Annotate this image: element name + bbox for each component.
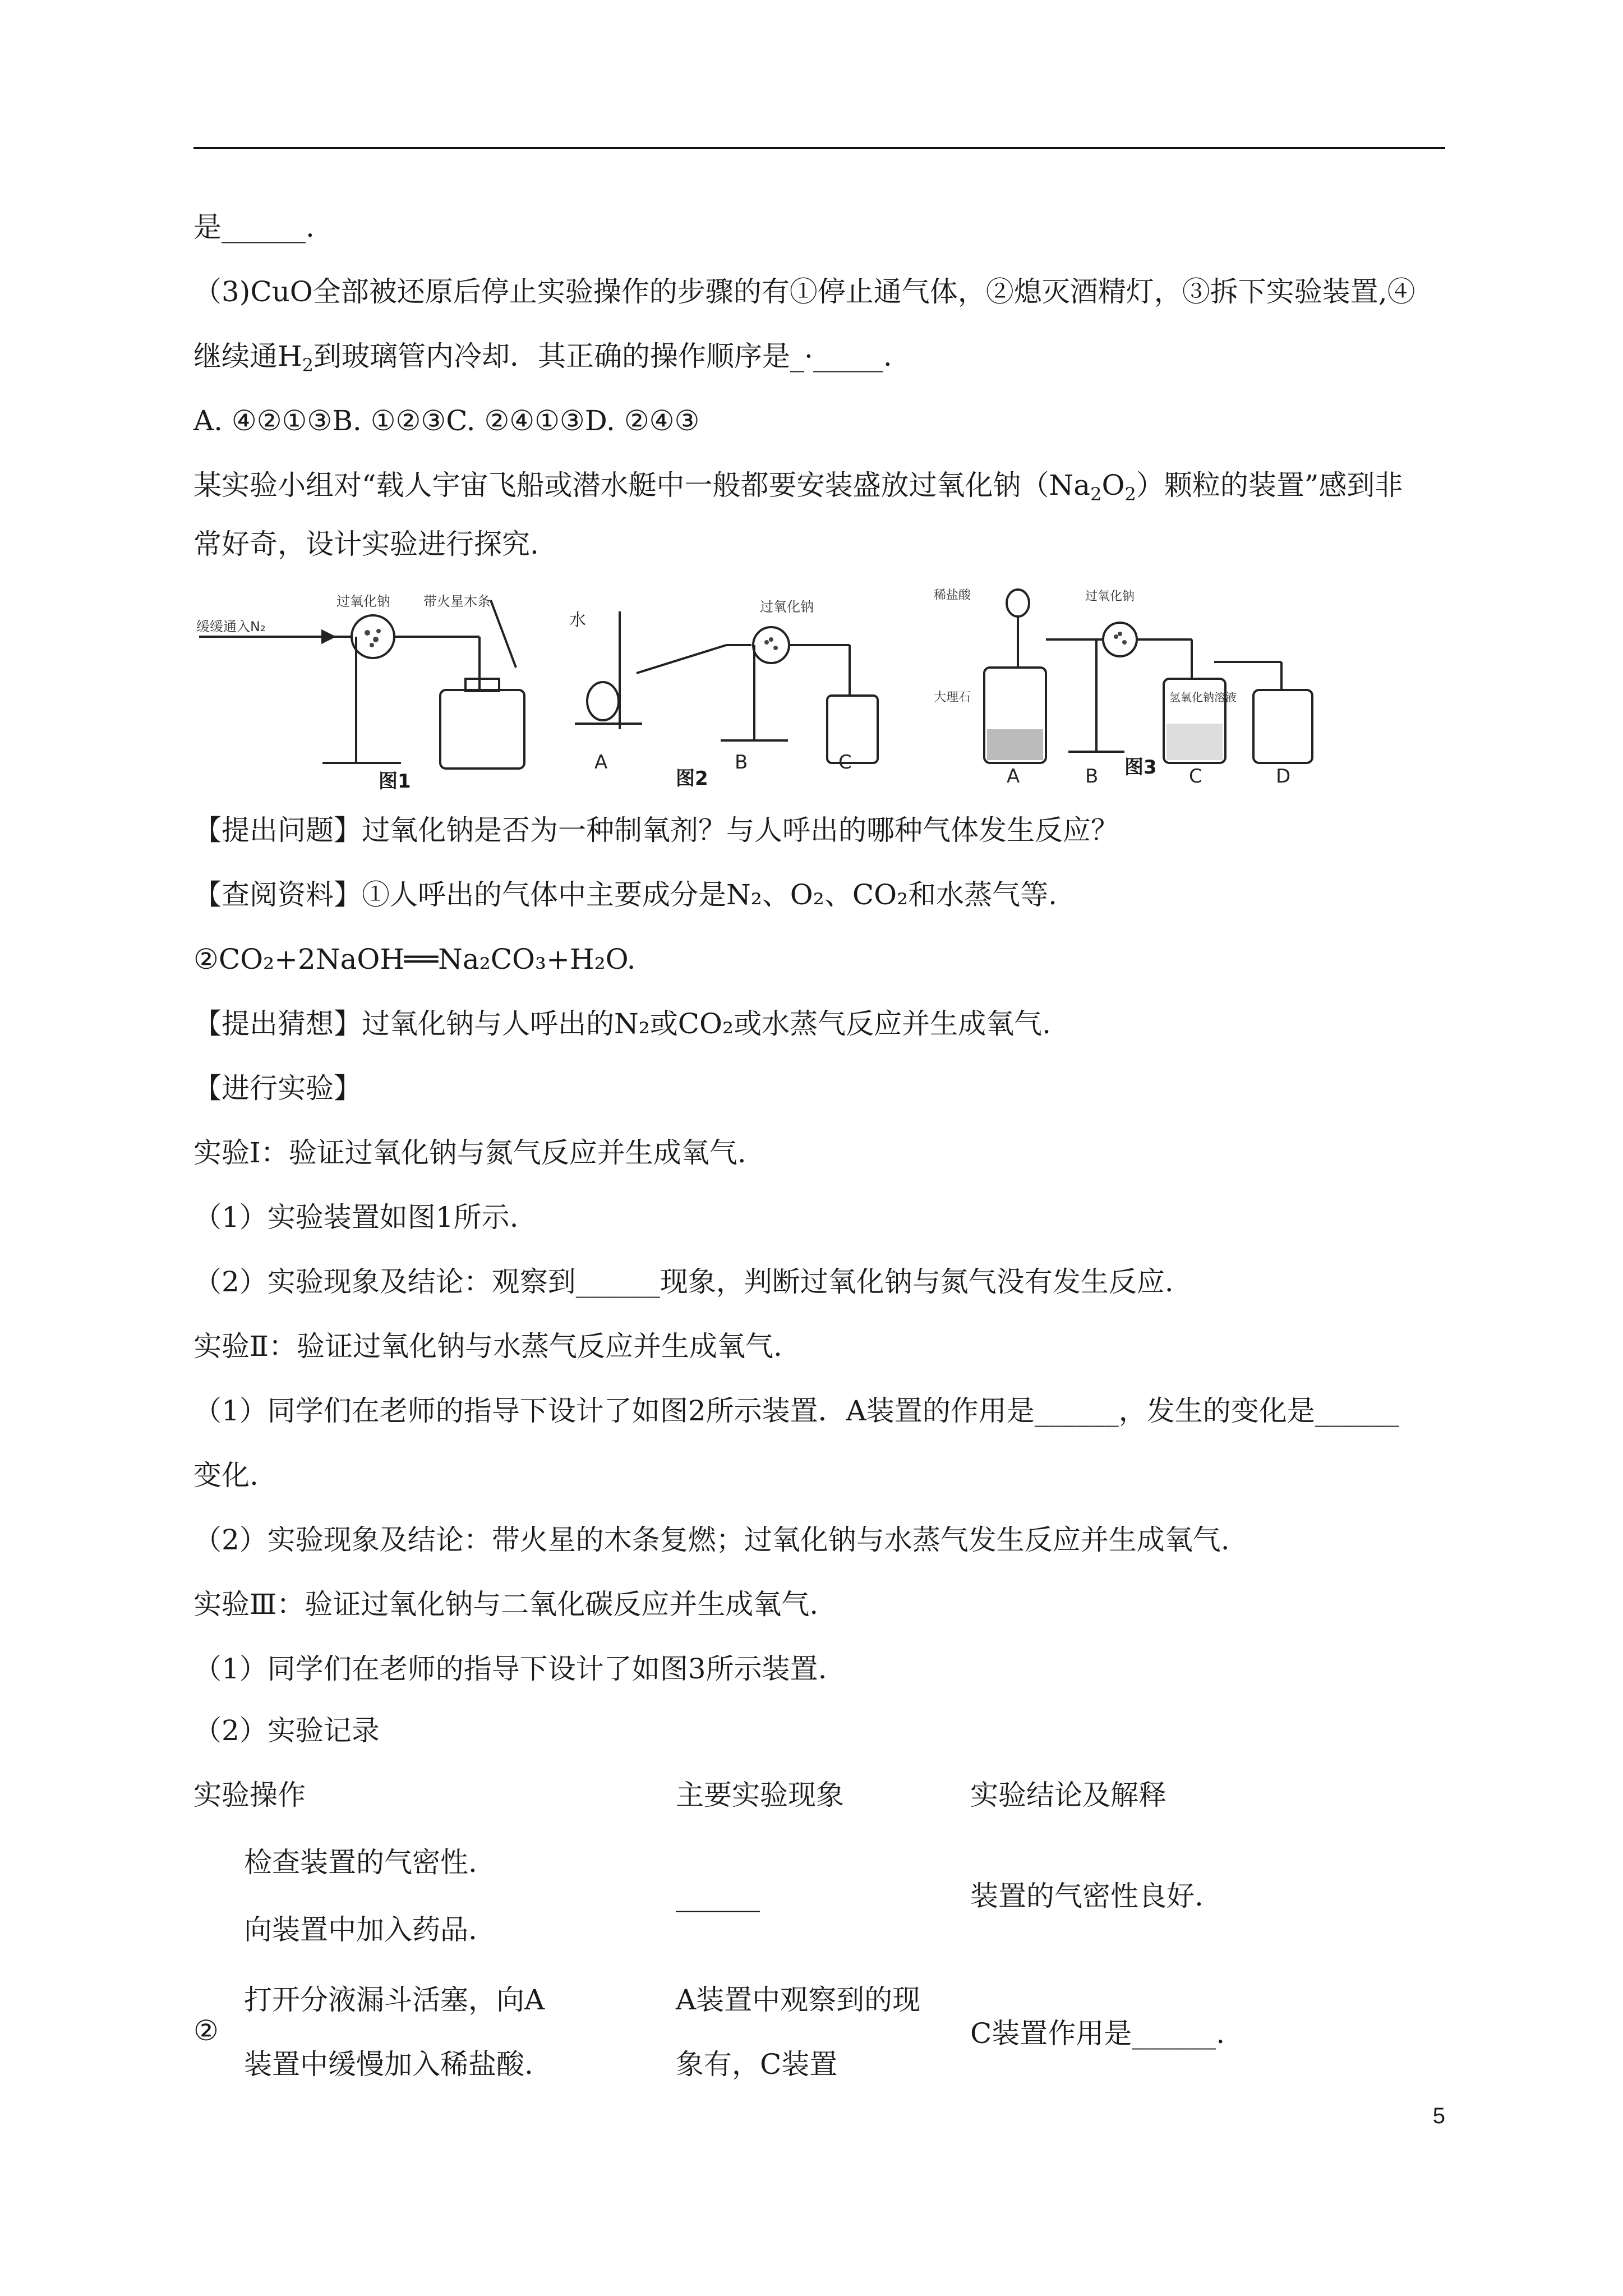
text-line: 【查阅资料】①人呼出的气体中主要成分是N₂、O₂、CO₂和水蒸气等. [193, 878, 1058, 911]
text-line: 【提出猜想】过氧化钠与人呼出的N₂或CO₂或水蒸气反应并生成氧气. [193, 1007, 1051, 1040]
text-line: （1）同学们在老师的指导下设计了如图3所示装置. [193, 1653, 827, 1685]
figure-1-drawing [193, 583, 541, 791]
fig3-stone-label: 大理石 [934, 691, 971, 705]
figure-3-caption: 图3 [1124, 756, 1157, 779]
figure-3 [934, 583, 1326, 791]
fig2-label-c: C [838, 751, 852, 774]
page-number: 5 [1432, 2104, 1445, 2128]
fig3-label-c: C [1189, 765, 1202, 788]
figure-1 [193, 583, 541, 791]
table-header-operation: 实验操作 [193, 1779, 306, 1811]
text-line: （2）实验现象及结论：带火星的木条复燃；过氧化钠与水蒸气发生反应并生成氧气. [193, 1524, 1230, 1556]
table-row1-op2: 向装置中加入药品. [244, 1913, 477, 1946]
table-row1-conclusion: 装置的气密性良好. [970, 1880, 1204, 1912]
fig3-label-a: A [1007, 765, 1020, 788]
text-line: 常好奇，设计实验进行探究. [193, 528, 539, 560]
text-line: （1）同学们在老师的指导下设计了如图2所示装置．A装置的作用是______，发生的变化是______ [193, 1395, 1399, 1427]
fig3-solution-label: 氢氧化钠溶液 [1169, 691, 1237, 704]
figure-2 [558, 583, 923, 791]
table-row2-op1: 打开分液漏斗活塞，向A [244, 1984, 545, 2016]
table-row2-marker: ② [193, 2014, 219, 2047]
table-row1-op1: 检查装置的气密性. [244, 1846, 477, 1879]
text-line: 继续通$H_2$到玻璃管内冷却．其正确的操作顺序是_·_____. [193, 340, 892, 376]
figure-2-drawing [558, 583, 923, 791]
text-line: （2）实验记录 [193, 1714, 380, 1747]
text-line: 是______. [193, 211, 315, 243]
text-line: 实验Ⅱ：验证过氧化钠与水蒸气反应并生成氧气. [193, 1330, 782, 1363]
figure-2-caption: 图2 [676, 767, 708, 790]
fig2-label-b: B [735, 751, 748, 774]
text-line: 实验Ⅰ：验证过氧化钠与氮气反应并生成氧气. [193, 1137, 746, 1169]
fig3-label-b: B [1085, 765, 1099, 788]
text-line: A. ④②①③B. ①②③C. ②④①③D. ②④③ [193, 404, 700, 437]
fig3-label-d: D [1276, 765, 1291, 788]
text-line: （2）实验现象及结论：观察到______现象，判断过氧化钠与氮气没有发生反应. [193, 1266, 1174, 1298]
text-line: 变化. [193, 1459, 259, 1492]
section-heading: 【进行实验】 [193, 1072, 362, 1105]
fig1-inlet-label: 缓缓通入N₂ [196, 619, 266, 634]
fig1-label-splint: 带火星木条 [423, 593, 491, 609]
text-line: 【提出问题】过氧化钠是否为一种制氧剂？与人呼出的哪种气体发生反应？ [193, 814, 1119, 846]
text-line: 某实验小组对“载人宇宙飞船或潜水艇中一般都要安装盛放过氧化钠$(Na_2O_2)$颗粒的装置”感到非 [193, 469, 1403, 505]
text-line: ②CO₂+2NaOH══Na₂CO₃+H₂O. [193, 943, 636, 976]
table-row2-op2: 装置中缓慢加入稀盐酸. [244, 2048, 533, 2081]
figure-1-caption: 图1 [379, 770, 411, 793]
table-row2-ph2: 象有，C装置 [676, 2048, 838, 2081]
fig3-acid-label: 稀盐酸 [934, 588, 971, 602]
table-row2-ph1: A装置中观察到的现 [676, 1984, 921, 2016]
table-row1-phenomenon: ______ [676, 1880, 760, 1912]
fig2-label-na2o2: 过氧化钠 [760, 599, 814, 615]
header-rule [193, 147, 1445, 149]
apparatus-figures [193, 583, 1445, 797]
fig1-label-na2o2: 过氧化钠 [336, 593, 390, 609]
table-header-phenomenon: 主要实验现象 [676, 1779, 844, 1811]
text-line: （1）实验装置如图1所示. [193, 1201, 519, 1234]
table-row2-conclusion: C装置作用是______. [970, 2017, 1225, 2050]
text-line: 实验Ⅲ：验证过氧化钠与二氧化碳反应并生成氧气. [193, 1588, 819, 1621]
text-line: （3)CuO全部被还原后停止实验操作的步骤的有①停止通气体，②熄灭酒精灯，③拆下实验装置,④ [193, 275, 1415, 308]
table-header-conclusion: 实验结论及解释 [970, 1779, 1166, 1811]
fig2-water-label: 水 [569, 610, 586, 630]
fig2-label-a: A [594, 751, 608, 774]
fig3-label-na2o2: 过氧化钠 [1085, 590, 1135, 604]
